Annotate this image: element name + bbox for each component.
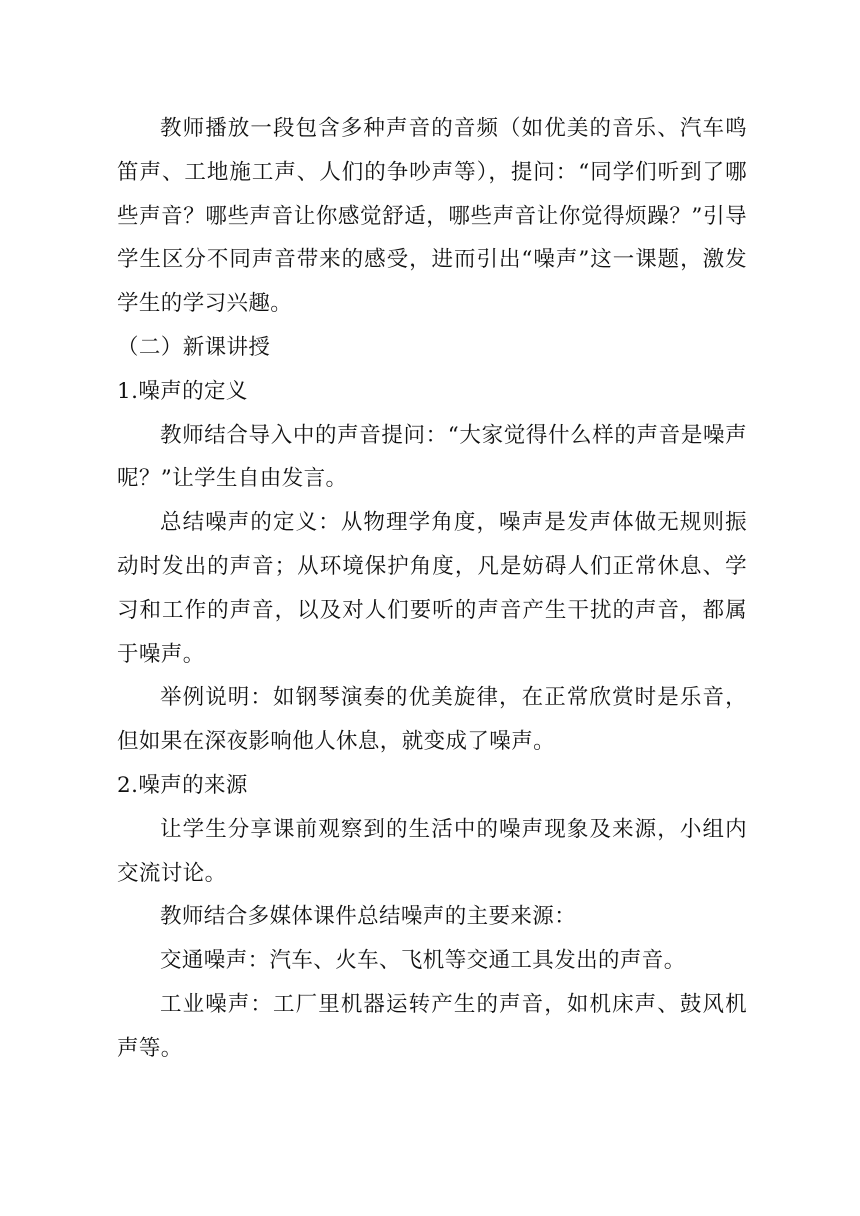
paragraph-definition-summary: 总结噪声的定义：从物理学角度，噪声是发声体做无规则振动时发出的声音；从环境保护角度，凡是妨碍人们正常休息、学习和工作的声音，以及对人们要听的声音产生干扰的声音，都属于噪声。	[117, 510, 747, 667]
subheading-noise-definition: 1.噪声的定义	[117, 378, 248, 404]
subheading-noise-sources: 2.噪声的来源	[117, 772, 248, 798]
paragraph-industrial-noise: 工业噪声：工厂里机器运转产生的声音，如机床声、鼓风机声等。	[117, 991, 747, 1061]
document-page	[117, 107, 747, 1071]
paragraph-teacher-summary: 教师结合多媒体课件总结噪声的主要来源：	[160, 904, 577, 930]
paragraph-student-sharing: 让学生分享课前观察到的生活中的噪声现象及来源，小组内交流讨论。	[117, 816, 747, 886]
paragraph-traffic-noise: 交通噪声：汽车、火车、飞机等交通工具发出的声音。	[160, 948, 686, 974]
paragraph-example: 举例说明：如钢琴演奏的优美旋律，在正常欣赏时是乐音，但如果在深夜影响他人休息，就变成了噪声。	[117, 685, 747, 755]
paragraph-question: 教师结合导入中的声音提问：“大家觉得什么样的声音是噪声呢？”让学生自由发言。	[117, 422, 747, 492]
intro-paragraph: 教师播放一段包含多种声音的音频（如优美的音乐、汽车鸣笛声、工地施工声、人们的争吵声等），提问：“同学们听到了哪些声音？哪些声音让你感觉舒适，哪些声音让你觉得烦躁？”引导学生区分不同声音带来的感受，进而引出“噪声”这一课题，激发学生的学习兴趣。	[117, 116, 747, 317]
section-heading-new-lesson: （二）新课讲授	[117, 334, 271, 360]
